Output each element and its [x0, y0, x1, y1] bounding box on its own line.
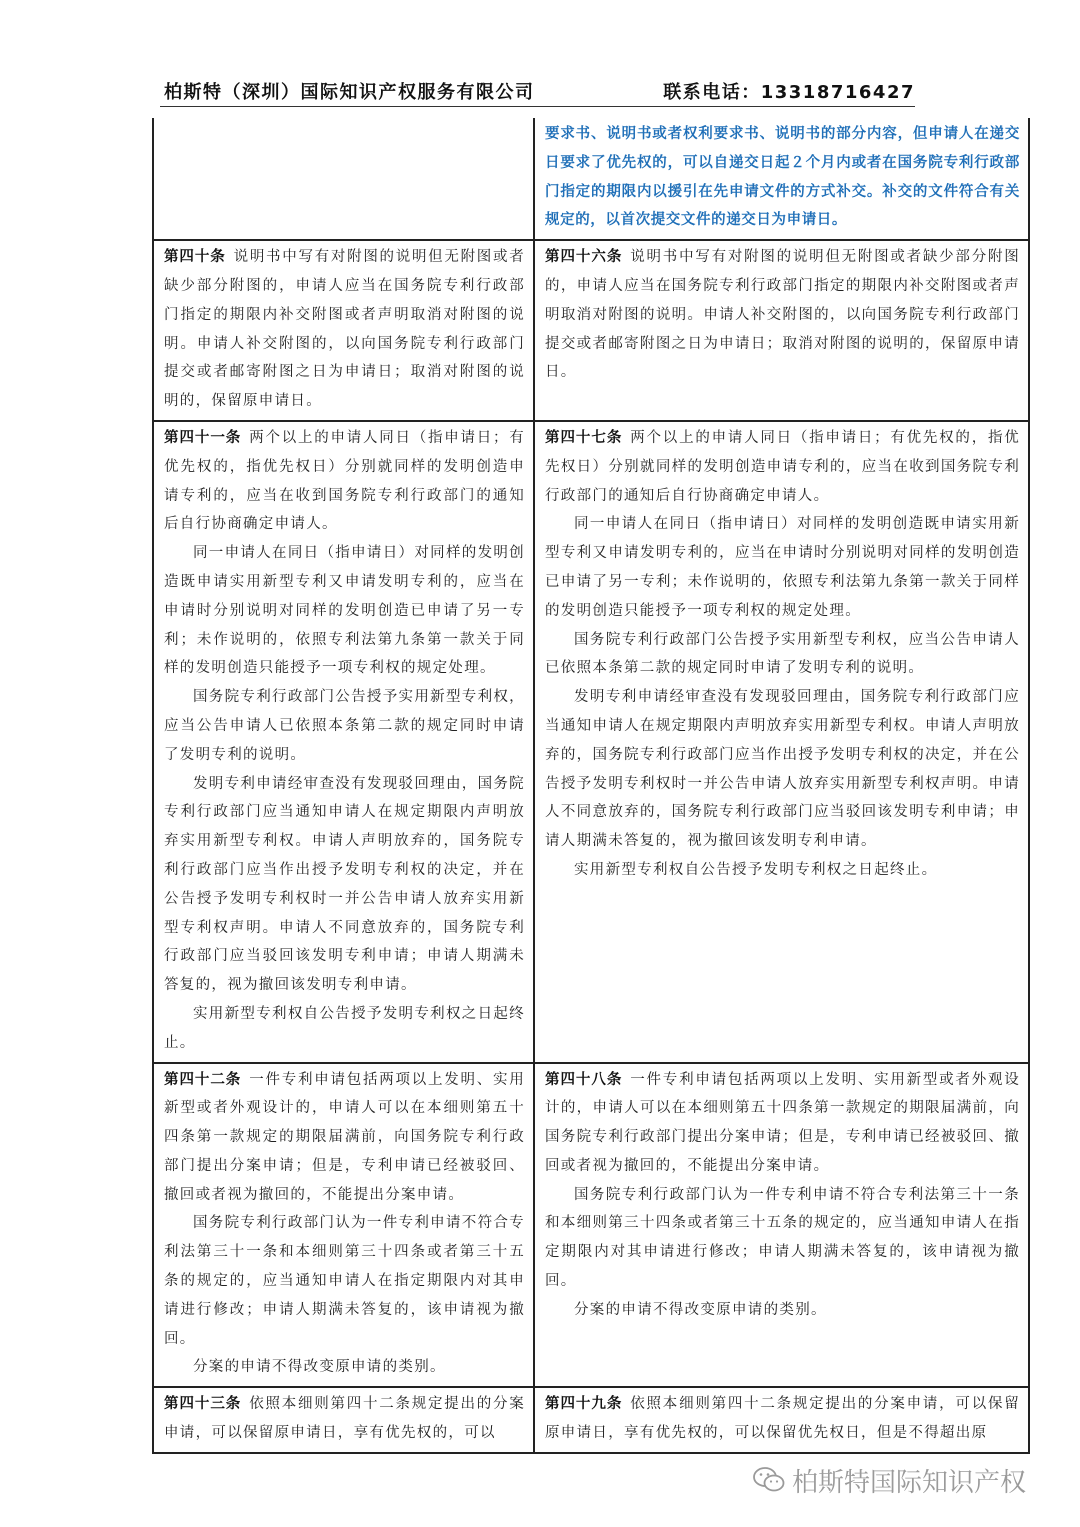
- new-version-cell: [534, 240, 1029, 421]
- clause-text: 国务院专利行政部门认为一件专利申请不符合专利法第三十一条和本细则第三十四条或者第三十五条的规定的，应当通知申请人在指定期限内对其申请进行修改；申请人期满未答复的，该申请视为撤回。: [164, 1215, 525, 1347]
- table-row: [153, 1063, 1029, 1388]
- clause-text: 分案的申请不得改变原申请的类别。: [193, 1359, 446, 1376]
- article-number: 第四十条: [164, 249, 226, 266]
- clause-text: 发明专利申请经审查没有发现驳回理由，国务院专利行政部门应当通知申请人在规定期限内声明放弃实用新型专利权。申请人声明放弃的，国务院专利行政部门应当作出授予发明专利权的决定，并在公告授予发明专利权时一并公告申请人放弃实用新型专利权声明。申请人不同意放弃的，国务院专利行政部门应当驳回该发明专利申请；申请人期满未答复的，视为撤回该发明专利申请。: [164, 775, 525, 994]
- clause-paragraph: [545, 626, 1020, 684]
- clause-paragraph: [545, 683, 1020, 856]
- clause-text: 实用新型专利权自公告授予发明专利权之日起终止。: [574, 861, 938, 878]
- clause-text: 国务院专利行政部门公告授予实用新型专利权，应当公告申请人已依照本条第二款的规定同时申请了发明专利的说明。: [164, 689, 525, 763]
- clause-paragraph: [164, 1066, 525, 1210]
- clause-paragraph: [164, 424, 525, 539]
- table-row: [153, 240, 1029, 421]
- clause-text: 依照本细则第四十二条规定提出的分案申请，可以保留原申请日，享有优先权的，可以保留优先权日，但是不得超出原: [545, 1396, 1021, 1442]
- clause-text: 说明书中写有对附图的说明但无附图或者缺少部分附图的，申请人应当在国务院专利行政部门指定的期限内补交附图或者声明取消对附图的说明。申请人补交附图的，以向国务院专利行政部门提交或者邮寄附图之日为申请日；取消对附图的说明的，保留原申请日。: [545, 249, 1021, 381]
- article-number: 第四十九条: [545, 1396, 623, 1413]
- clause-text: 一件专利申请包括两项以上发明、实用新型或者外观设计的，申请人可以在本细则第五十四条第一款规定的期限届满前，向国务院专利行政部门提出分案申请；但是，专利申请已经被驳回、撤回或者视为撤回的，不能提出分案申请。: [164, 1071, 526, 1203]
- clause-text: 国务院专利行政部门认为一件专利申请不符合专利法第三十一条和本细则第三十四条或者第三十五条的规定的，应当通知申请人在指定期限内对其申请进行修改；申请人期满未答复的，该申请视为撤回。: [545, 1186, 1020, 1290]
- clause-paragraph: [545, 1390, 1020, 1448]
- table-row: [153, 1387, 1029, 1453]
- clause-paragraph: [164, 1390, 525, 1448]
- clause-paragraph: [164, 1353, 525, 1382]
- new-version-cell: [534, 1063, 1029, 1388]
- clause-text: 同一申请人在同日（指申请日）对同样的发明创造既申请实用新型专利又申请发明专利的，应当在申请时分别说明对同样的发明创造已申请了另一专利；未作说明的，依照专利法第九条第一款关于同样的发明创造只能授予一项专利权的规定处理。: [164, 545, 525, 677]
- clause-text: 两个以上的申请人同日（指申请日；有优先权的，指优先权日）分别就同样的发明创造申请专利的，应当在收到国务院专利行政部门的通知后自行协商确定申请人。: [164, 429, 526, 533]
- clause-paragraph: [545, 856, 1020, 885]
- new-version-cell: [534, 1387, 1029, 1453]
- old-version-cell: [153, 1387, 534, 1453]
- clause-text: 两个以上的申请人同日（指申请日；有优先权的，指优先权日）分别就同样的发明创造申请专利的，应当在收到国务院专利行政部门的通知后自行协商确定申请人。: [545, 429, 1021, 504]
- watermark-text: 柏斯特国际知识产权: [792, 1467, 1027, 1498]
- old-version-cell: [153, 240, 534, 421]
- clause-text: 分案的申请不得改变原申请的类别。: [574, 1301, 827, 1318]
- clause-text: 一件专利申请包括两项以上发明、实用新型或者外观设计的，申请人可以在本细则第五十四条第一款规定的期限届满前，向国务院专利行政部门提出分案申请；但是，专利申请已经被驳回、撤回或者视为撤回的，不能提出分案申请。: [545, 1071, 1021, 1174]
- article-number: 第四十六条: [545, 249, 623, 266]
- old-version-cell: [153, 118, 534, 240]
- clause-paragraph: [545, 1066, 1020, 1181]
- clause-paragraph: [164, 1000, 525, 1058]
- article-number: 第四十八条: [545, 1071, 623, 1088]
- clause-paragraph: [164, 1209, 525, 1353]
- company-name: 柏斯特（深圳）国际知识产权服务有限公司: [164, 82, 535, 103]
- highlighted-amendment-text: 要求书、说明书或者权利要求书、说明书的部分内容，但申请人在递交日要求了优先权的，可以自递交日起２个月内或者在国务院专利行政部门指定的期限内以援引在先申请文件的方式补交。补交的文件符合有关规定的，以首次提交文件的递交日为申请日。: [545, 126, 1020, 229]
- clause-text: 发明专利申请经审查没有发现驳回理由，国务院专利行政部门应当通知申请人在规定期限内声明放弃实用新型专利权。申请人声明放弃的，国务院专利行政部门应当作出授予发明专利权的决定，并在公告授予发明专利权时一并公告申请人放弃实用新型专利权声明。申请人不同意放弃的，国务院专利行政部门应当驳回该发明专利申请；申请人期满未答复的，视为撤回该发明专利申请。: [545, 689, 1020, 850]
- old-version-cell: [153, 421, 534, 1063]
- article-number: 第四十一条: [164, 429, 242, 446]
- clause-paragraph: [545, 1296, 1020, 1325]
- clause-paragraph: [164, 770, 525, 1000]
- clause-paragraph: [545, 120, 1020, 235]
- article-number: 第四十二条: [164, 1071, 242, 1088]
- clause-paragraph: [545, 1181, 1020, 1296]
- clause-paragraph: [164, 539, 525, 683]
- clause-text: 同一申请人在同日（指申请日）对同样的发明创造既申请实用新型专利又申请发明专利的，应当在申请时分别说明对同样的发明创造已申请了另一专利；未作说明的，依照专利法第九条第一款关于同样的发明创造只能授予一项专利权的规定处理。: [545, 516, 1020, 619]
- clause-text: 依照本细则第四十二条规定提出的分案申请，可以保留原申请日，享有优先权的，可以: [164, 1396, 526, 1442]
- table-row: [153, 118, 1029, 240]
- old-version-cell: [153, 1063, 534, 1388]
- comparison-table: [152, 118, 1030, 1454]
- clause-text: 说明书中写有对附图的说明但无附图或者缺少部分附图的，申请人应当在国务院专利行政部门指定的期限内补交附图或者声明取消对附图的说明。申请人补交附图的，以向国务院专利行政部门提交或者邮寄附图之日为申请日；取消对附图的说明的，保留原申请日。: [164, 249, 525, 410]
- contact-phone: 联系电话：13318716427: [663, 82, 915, 103]
- clause-paragraph: [545, 424, 1020, 510]
- new-version-cell: [534, 421, 1029, 1063]
- article-number: 第四十三条: [164, 1396, 242, 1413]
- table-row: [153, 421, 1029, 1063]
- watermark: [752, 1460, 1026, 1500]
- clause-paragraph: [545, 243, 1020, 387]
- clause-paragraph: [545, 510, 1020, 625]
- wechat-icon: [752, 1465, 786, 1495]
- page-header: [160, 78, 915, 107]
- clause-text: 国务院专利行政部门公告授予实用新型专利权，应当公告申请人已依照本条第二款的规定同时申请了发明专利的说明。: [545, 631, 1020, 677]
- clause-text: 实用新型专利权自公告授予发明专利权之日起终止。: [164, 1005, 525, 1051]
- clause-paragraph: [164, 683, 525, 769]
- new-version-cell: [534, 118, 1029, 240]
- clause-paragraph: [164, 243, 525, 416]
- article-number: 第四十七条: [545, 429, 623, 446]
